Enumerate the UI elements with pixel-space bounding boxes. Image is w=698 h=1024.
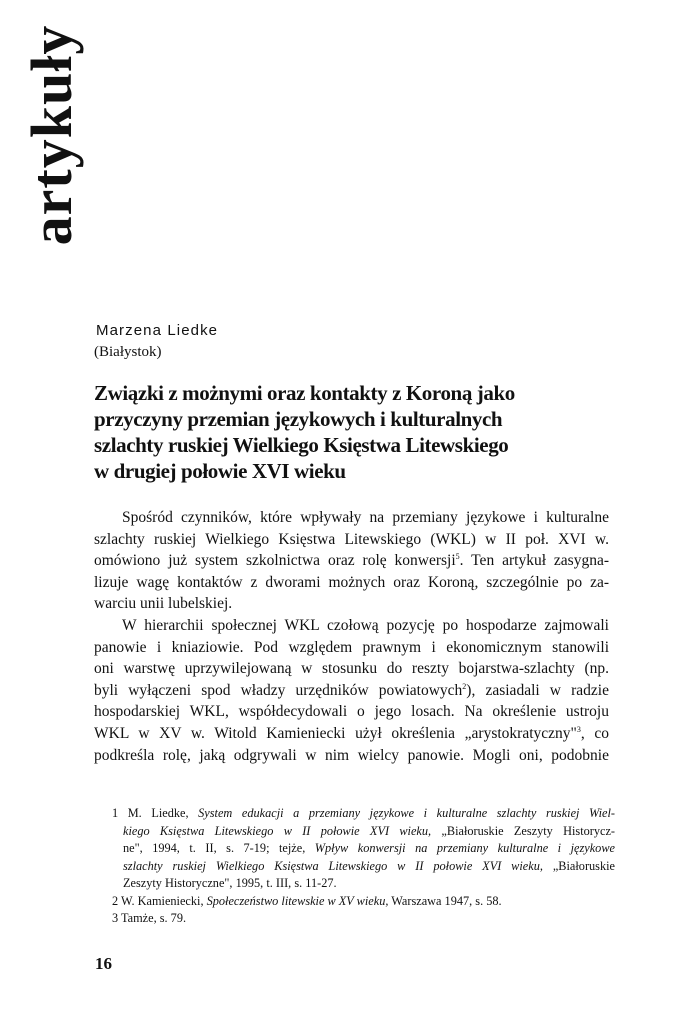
text-run: byli wyłączeni spod władzy urzędników powiatowych <box>94 681 463 699</box>
title-line: szlachty ruskiej Wielkiego Księstwa Litewskiego <box>94 433 509 457</box>
body-line: W hierarchii społecznej WKL czołową pozycję po hospodarze zajmowali <box>122 616 609 634</box>
article-title <box>94 380 614 484</box>
text-run: ne", 1994, t. II, s. 7-19; tejże, <box>123 841 315 855</box>
text-run: Społeczeństwo litewskie w XV wieku, <box>206 893 389 908</box>
footnote-line: Zeszyty Historyczne", 1995, t. III, s. 11-27. <box>123 876 337 890</box>
text-run: Warszawa 1947, s. 58. <box>388 893 502 908</box>
article-body <box>94 507 609 766</box>
text-run: szlachty ruskiej Wielkiego Księstwa Litewskiego w II połowie XVI wieku, <box>123 858 543 873</box>
body-line <box>94 723 609 745</box>
paragraph <box>94 615 609 766</box>
paragraph <box>94 507 609 615</box>
author-name: Marzena Liedke <box>96 322 219 339</box>
text-run: „Białoruskie <box>542 858 615 873</box>
body-line: oni warstwę uprzywilejowaną w stosunku do reszty bojarstwa-szlachty (np. <box>94 660 609 678</box>
footnote-ref: 2 <box>462 681 467 691</box>
body-line <box>94 550 609 572</box>
body-line: warciu unii lubelskiej. <box>94 595 233 613</box>
text-run: „Białoruskie Zeszyty Historycz- <box>431 823 616 838</box>
body-line <box>94 680 609 702</box>
title-line: w drugiej połowie XVI wieku <box>94 459 346 483</box>
footnote-line: 3 Tamże, s. 79. <box>112 911 187 925</box>
text-run: 2 W. Kamieniecki, <box>112 893 207 908</box>
author-affiliation: (Białystok) <box>94 344 162 360</box>
footnote-line <box>112 805 615 823</box>
footnote-line <box>112 840 615 858</box>
body-line: Spośród czynników, które wpływały na przemiany językowe i kulturalne <box>122 509 609 526</box>
footnote-line <box>112 858 615 876</box>
text-run: 1 M. Liedke, <box>112 806 199 820</box>
text-run: System edukacji a przemiany językowe i kulturalne szlachty ruskiej Wiel- <box>198 806 615 820</box>
body-line: szlachty ruskiej Wielkiego Księstwa Litewskiego (WKL) w II poł. XVI w. <box>94 530 609 548</box>
footnote-line <box>112 893 615 911</box>
footnote-line <box>112 823 615 841</box>
body-line: hospodarskiej WKL, współdecydowali o jego losach. Na określenie ustroju <box>94 703 609 721</box>
footnote-1 <box>112 805 615 893</box>
section-label-text: artykuły <box>19 24 84 246</box>
title-line: przyczyny przemian językowych i kulturalnych <box>94 407 503 431</box>
text-run: Wpływ konwersji na przemiany kulturalne i językowe <box>314 841 615 855</box>
title-line: Związki z możnymi oraz kontakty z Koroną jako <box>94 381 515 405</box>
page-number: 16 <box>95 954 112 973</box>
text-run: kiego Księstwa Litewskiego w II połowie XVI wieku, <box>123 823 432 838</box>
footnote-2 <box>112 893 615 911</box>
footnotes <box>112 805 615 928</box>
body-line: panowie i kniaziowie. Pod względem prawnym i ekonomicznym stanowili <box>94 638 609 656</box>
text-run: omówiono już system szkolnictwa oraz rolę konwersji <box>94 552 456 570</box>
text-run: WKL w XV w. Witold Kamieniecki użył określenia „arystokratyczny" <box>94 724 577 742</box>
text-run: , co <box>580 724 609 742</box>
footnote-ref: 3 <box>576 724 581 734</box>
section-label <box>19 24 84 246</box>
body-line: podkreśla rolę, jaką odgrywali w nim wielcy panowie. Mogli oni, podobnie <box>94 746 609 764</box>
footnote-ref: 5 <box>455 552 460 562</box>
body-line: lizuje wagę kontaktów z dworami możnych oraz Koroną, szczególnie po za- <box>94 573 609 591</box>
text-run: . Ten artykuł zasygna- <box>459 552 609 570</box>
text-run: ), zasiadali w radzie <box>466 681 609 699</box>
footnote-3 <box>112 910 615 928</box>
